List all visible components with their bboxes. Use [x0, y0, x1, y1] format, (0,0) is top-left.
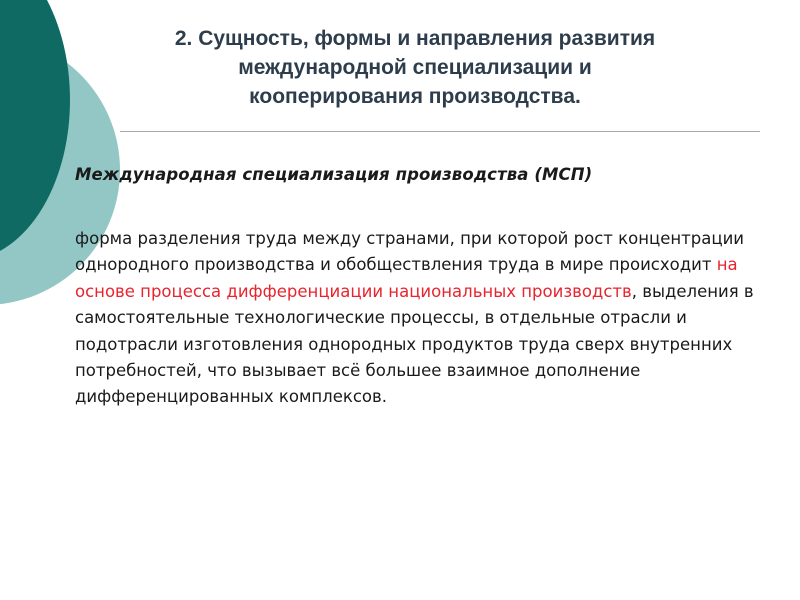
slide-title-line-3: кооперирования производства.: [249, 85, 581, 108]
slide-title: [95, 24, 735, 111]
paragraph-text-part-2: , выделения в самостоятельные технологические процессы, в отдельные отрасли и подотрасли изготовления однородных продуктов труда сверх внутренних потребностей, что вызывает всё большее взаимное дополнение дифференцированных комплексов.: [75, 281, 754, 407]
section-subtitle: Международная специализация производства (МСП): [75, 165, 593, 184]
title-divider: [120, 131, 760, 132]
paragraph-highlight: на основе процесса дифференциации национальных производств: [75, 255, 738, 301]
paragraph-text-part-1: форма разделения труда между странами, при которой рост концентрации однородного производства и обобществления труда в мире происходит: [75, 229, 745, 275]
slide-title-line-2: международной специализации и: [238, 56, 592, 79]
definition-paragraph: [75, 226, 765, 411]
slide-title-line-1: 2. Сущность, формы и направления развития: [174, 27, 656, 50]
